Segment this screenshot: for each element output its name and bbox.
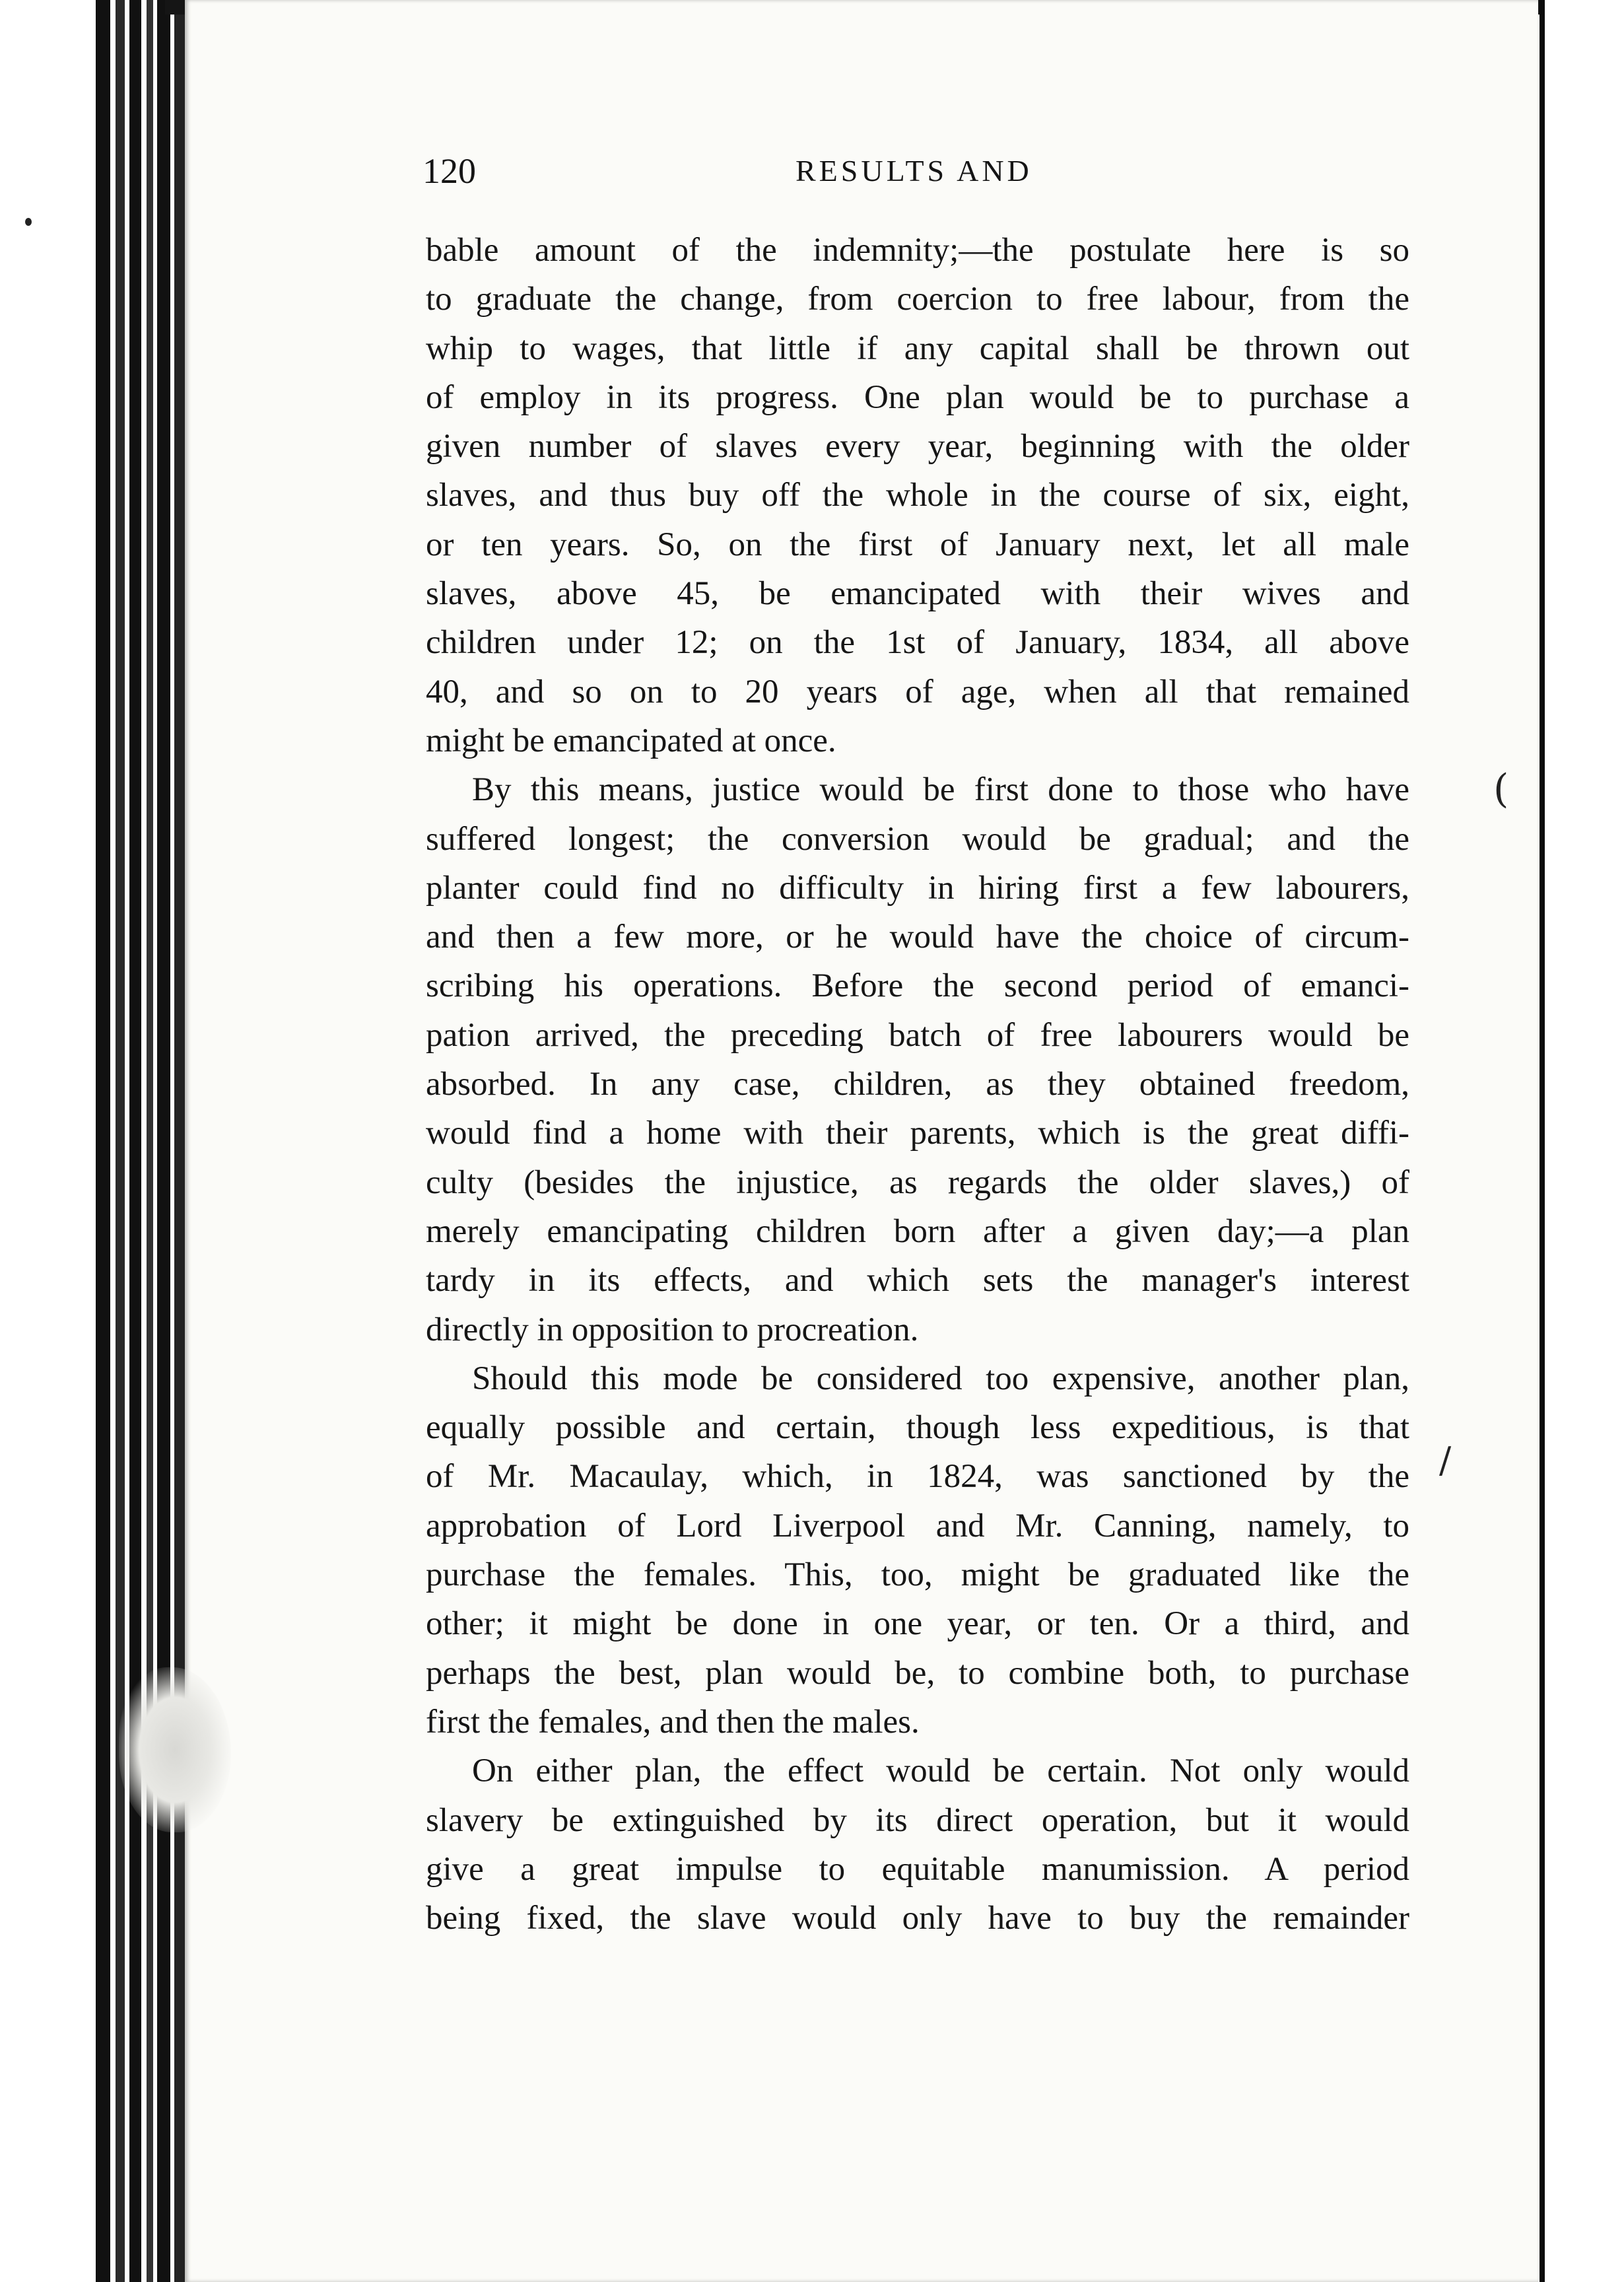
text-line: whip to wages, that little if any capital shall be thrown out bbox=[426, 329, 1409, 367]
text-line: and then a few more, or he would have the choice of circum- bbox=[426, 918, 1409, 956]
paragraph-start-line: By this means, justice would be first done to those who have bbox=[472, 771, 1409, 809]
page-edge-band bbox=[129, 0, 141, 2282]
text-line: scribing his operations. Before the second period of emanci- bbox=[426, 967, 1409, 1005]
text-line: perhaps the best, plan would be, to combine both, to purchase bbox=[426, 1654, 1409, 1692]
running-head bbox=[423, 151, 1439, 210]
text-line: absorbed. In any case, children, as they obtained freedom, bbox=[426, 1066, 1409, 1103]
text-line: children under 12; on the 1st of January, 1834, all above bbox=[426, 624, 1409, 662]
text-line: would find a home with their parents, which is the great diffi- bbox=[426, 1115, 1409, 1152]
body-text bbox=[426, 226, 1409, 1943]
text-line: other; it might be done in one year, or ten. Or a third, and bbox=[426, 1605, 1409, 1643]
text-line: approbation of Lord Liverpool and Mr. Canning, namely, to bbox=[426, 1507, 1409, 1544]
text-line: or ten years. So, on the first of January next, let all male bbox=[426, 526, 1409, 563]
text-line: of Mr. Macaulay, which, in 1824, was sanctioned by the bbox=[426, 1458, 1409, 1496]
text-line: slaves, above 45, be emancipated with their wives and bbox=[426, 575, 1409, 613]
paragraph-start-line: Should this mode be considered too expensive, another plan, bbox=[472, 1360, 1409, 1397]
page-edge-band bbox=[116, 0, 125, 2282]
text-line: pation arrived, the preceding batch of free labourers would be bbox=[426, 1016, 1409, 1054]
text-line: planter could find no difficulty in hiring first a few labourers, bbox=[426, 869, 1409, 907]
text-line: 40, and so on to 20 years of age, when all that remained bbox=[426, 673, 1409, 710]
page-edge-band bbox=[96, 0, 110, 2282]
text-line: tardy in its effects, and which sets the manager's interest bbox=[426, 1262, 1409, 1299]
text-line: equally possible and certain, though less expeditious, is that bbox=[426, 1409, 1409, 1447]
right-margin bbox=[1545, 0, 1624, 2282]
text-line: bable amount of the indemnity;—the postulate here is so bbox=[426, 232, 1409, 269]
page-edge-band bbox=[157, 0, 170, 2282]
text-line: to graduate the change, from coercion to free labour, from the bbox=[426, 281, 1409, 318]
page-edge-band bbox=[174, 0, 185, 2282]
text-line: suffered longest; the conversion would be gradual; and the bbox=[426, 820, 1409, 858]
text-line: of employ in its progress. One plan would be to purchase a bbox=[426, 378, 1409, 416]
margin-mark: ( bbox=[1493, 766, 1509, 812]
scan-speck bbox=[25, 218, 32, 226]
page-number: 120 bbox=[423, 151, 476, 191]
text-line: might be emancipated at once. bbox=[426, 722, 836, 759]
text-line: directly in opposition to procreation. bbox=[426, 1311, 919, 1348]
text-line: merely emancipating children born after a given day;—a plan bbox=[426, 1212, 1409, 1250]
text-line: given number of slaves every year, beginning with the older bbox=[426, 428, 1409, 466]
text-line: slaves, and thus buy off the whole in the course of six, eight, bbox=[426, 477, 1409, 514]
running-title: RESULTS AND bbox=[795, 154, 1032, 188]
text-line: give a great impulse to equitable manumission. A period bbox=[426, 1850, 1409, 1888]
right-page-edge bbox=[1539, 0, 1545, 2282]
page-edge-band bbox=[147, 0, 153, 2282]
text-line: slavery be extinguished by its direct operation, but it would bbox=[426, 1801, 1409, 1839]
paragraph-start-line: On either plan, the effect would be certain. Not only would bbox=[472, 1752, 1409, 1790]
text-line: culty (besides the injustice, as regards the older slaves,) of bbox=[426, 1163, 1409, 1201]
text-line: purchase the females. This, too, might be graduated like the bbox=[426, 1556, 1409, 1594]
text-line: being fixed, the slave would only have to buy the remainder bbox=[426, 1900, 1409, 1937]
text-line: first the females, and then the males. bbox=[426, 1703, 920, 1741]
margin-mark: / bbox=[1439, 1439, 1452, 1481]
